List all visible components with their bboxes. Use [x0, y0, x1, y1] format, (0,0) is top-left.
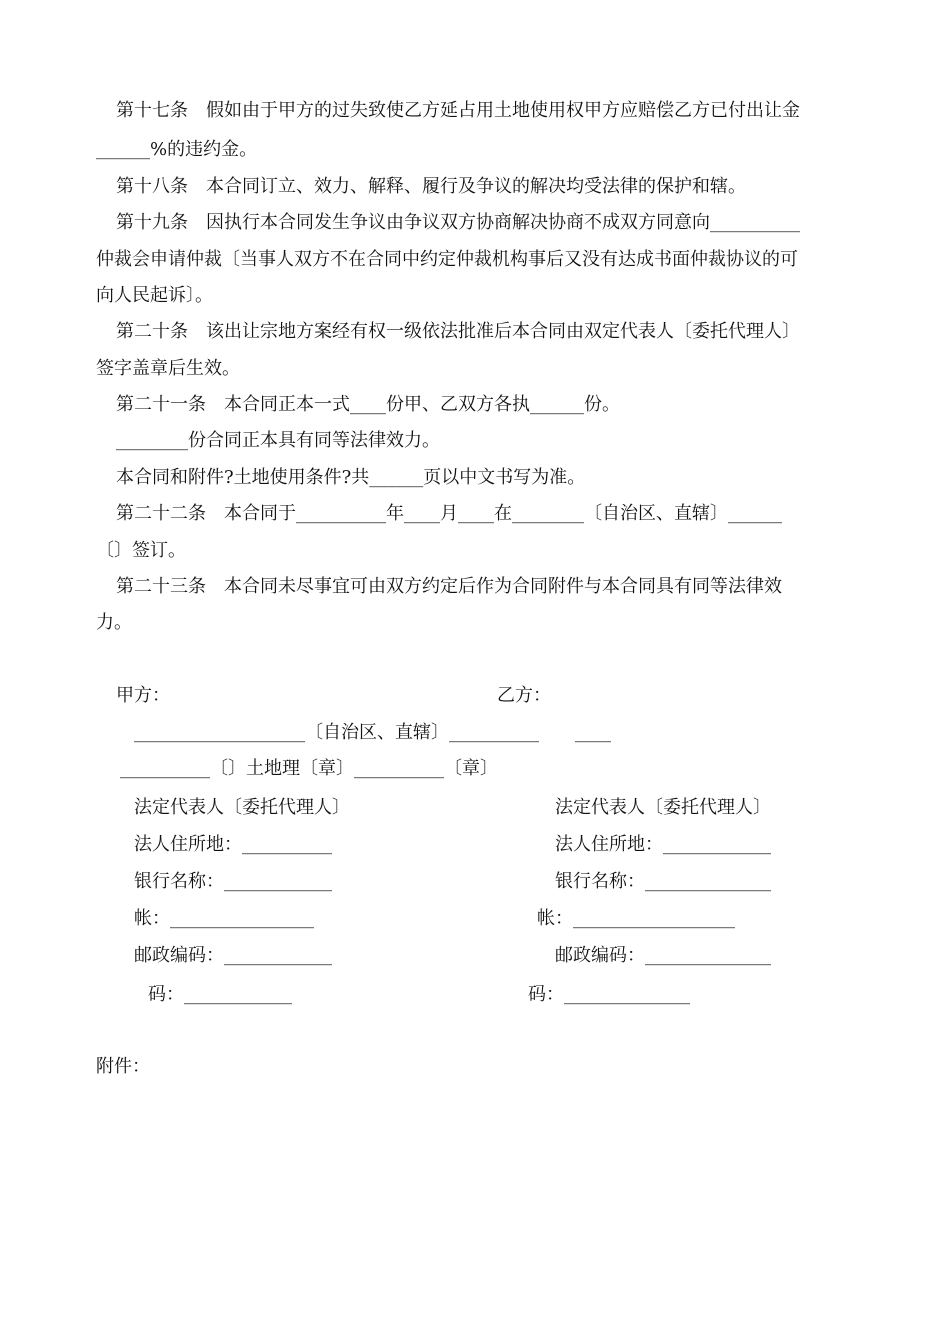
party-a-label: 甲方： [116, 685, 170, 706]
party-b-postcode: 邮政编码：______________ [555, 945, 771, 966]
article-20-line-1: 第二十条 该出让宗地方案经有权一级依法批准后本合同由双定代表人〔委托代理人〕 [116, 321, 800, 342]
party-a-bank: 银行名称：____________ [134, 871, 332, 892]
party-b-account: 帐：__________________ [537, 908, 735, 929]
party-b-bank: 银行名称：______________ [555, 871, 771, 892]
article-23-line-1: 第二十三条 本合同未尽事宜可由双方约定后作为合同附件与本合同具有同等法律效 [116, 576, 782, 597]
article-19-line-3: 向人民起诉〕。 [96, 285, 213, 306]
party-a-code: 码：____________ [148, 984, 292, 1005]
article-21-line-1: 第二十一条 本合同正本一式____份甲、乙双方各执______份。 [116, 394, 620, 415]
party-a-address: 法人住所地：__________ [134, 834, 332, 855]
article-22-line-1: 第二十二条 本合同于__________年____月____在________〔自治区、直辖〕______ [116, 503, 782, 524]
article-19-line-1: 第十九条 因执行本合同发生争议由争议双方协商解决协商不成双方同意向__________ [116, 212, 800, 233]
attachment-label: 附件： [96, 1056, 150, 1077]
party-a-account: 帐：________________ [134, 908, 314, 929]
signature-region-row: ___________________〔自治区、直辖〕__________ [134, 722, 539, 743]
article-20-line-2: 签字盖章后生效。 [96, 358, 240, 379]
party-b-code: 码：______________ [528, 984, 690, 1005]
party-a-representative: 法定代表人〔委托代理人〕 [134, 797, 350, 818]
party-a-postcode: 邮政编码：____________ [134, 945, 332, 966]
party-b-address: 法人住所地：____________ [555, 834, 771, 855]
party-b-representative: 法定代表人〔委托代理人〕 [555, 797, 771, 818]
article-22-line-2: 〔〕签订。 [96, 540, 186, 561]
article-21-line-2: ________份合同正本具有同等法律效力。 [116, 430, 440, 451]
article-21-line-3: 本合同和附件?土地使用条件?共______页以中文书写为准。 [116, 467, 586, 488]
article-23-line-2: 力。 [96, 612, 132, 633]
signature-region-row-blank: ____ [575, 722, 611, 743]
party-b-label: 乙方： [497, 685, 551, 706]
article-19-line-2: 仲裁会申请仲裁〔当事人双方不在合同中约定仲裁机构事后又没有达成书面仲裁协议的可 [96, 249, 798, 270]
signature-seal-row: __________〔〕土地理〔章〕__________〔章〕 [120, 758, 498, 779]
article-17-line-1: 第十七条 假如由于甲方的过失致使乙方延占用土地使用权甲方应赔偿乙方已付出让金 [116, 100, 800, 121]
article-17-line-2: ______%的违约金。 [96, 139, 258, 160]
article-18: 第十八条 本合同订立、效力、解释、履行及争议的解决均受法律的保护和辖。 [116, 176, 746, 197]
